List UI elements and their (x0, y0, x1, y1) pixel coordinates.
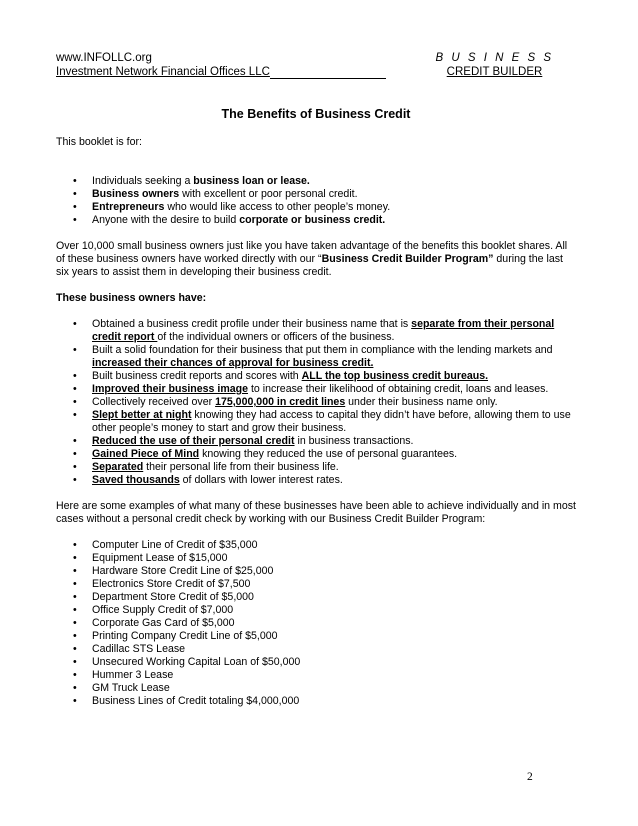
list-item (56, 435, 576, 448)
list-item (56, 396, 576, 409)
list-item (56, 344, 576, 370)
list-item (56, 370, 576, 383)
item-highlight: Slept better at night (92, 409, 192, 421)
page-number: 2 (527, 771, 533, 783)
list-item: • Equipment Lease of $15,000 (56, 552, 576, 565)
list-item: • Corporate Gas Card of $5,000 (56, 617, 576, 630)
intro-text: This booklet is for: (56, 136, 142, 148)
item-text: Individuals seeking a (92, 175, 194, 187)
item-bold: business loan or lease. (193, 175, 310, 187)
owners-list (56, 318, 576, 487)
page-header (56, 52, 576, 80)
item-highlight: 175,000,000 in credit lines (215, 396, 346, 408)
list-item: • Hummer 3 Lease (56, 669, 576, 682)
item-text: of the individual owners or officers of the business. (157, 331, 395, 343)
list-item: • Department Store Credit of $5,000 (56, 591, 576, 604)
item-text: who would like access to other people’s money. (164, 201, 391, 213)
list-item (56, 318, 576, 344)
item-text: Anyone with the desire to build (92, 214, 240, 226)
item-highlight: Gained Piece of Mind (92, 448, 200, 460)
item-text: under their business name only. (345, 396, 498, 408)
header-website: www.INFOLLC.org (56, 52, 152, 64)
list-item: • Hardware Store Credit Line of $25,000 (56, 565, 576, 578)
header-rule (270, 67, 386, 79)
item-text: knowing they had access to capital they didn’t have before, allowing them to use other people’s money to start and grow their business. (92, 409, 571, 434)
list-item (56, 188, 576, 201)
paragraph-examples: Here are some examples of what many of these businesses have been able to achieve individually and in most cases without a personal credit check by working with our Business Credit Builder Program: (56, 500, 576, 525)
header-right (413, 52, 576, 79)
list-item (56, 448, 576, 461)
list-item (56, 383, 576, 396)
item-text: with excellent or poor personal credit. (179, 188, 358, 200)
list-item: • Cadillac STS Lease (56, 643, 576, 656)
item-bold: Business owners (92, 188, 180, 200)
audience-list (56, 175, 576, 227)
list-item (56, 474, 576, 487)
owners-heading-text: These business owners have: (56, 292, 207, 304)
list-item: • Office Supply Credit of $7,000 (56, 604, 576, 617)
page-title: The Benefits of Business Credit (221, 107, 411, 121)
list-item (56, 201, 576, 214)
header-business: B U S I N E S S (435, 52, 554, 64)
item-highlight: Saved thousands (92, 474, 180, 486)
item-text: Obtained a business credit profile under their business name that is (92, 318, 412, 330)
item-text: Built business credit reports and scores with (92, 370, 302, 382)
list-item: • GM Truck Lease (56, 682, 576, 695)
item-bold: Entrepreneurs (92, 201, 165, 213)
list-item (56, 214, 576, 227)
item-text: their personal life from their business life. (143, 461, 339, 473)
item-highlight: Improved their business image (92, 383, 249, 395)
document-page (56, 52, 576, 708)
list-item: • Unsecured Working Capital Loan of $50,000 (56, 656, 576, 669)
item-text: in business transactions. (294, 435, 414, 447)
list-item: • Business Lines of Credit totaling $4,000,000 (56, 695, 576, 708)
list-item (56, 175, 576, 188)
item-text: of dollars with lower interest rates. (179, 474, 343, 486)
item-text: Collectively received over (92, 396, 216, 408)
header-left (56, 52, 386, 79)
program-name: Business Credit Builder Program” (321, 253, 494, 265)
item-text: to increase their likelihood of obtaining credit, loans and leases. (248, 383, 549, 395)
list-item: • Computer Line of Credit of $35,000 (56, 539, 576, 552)
item-highlight: Reduced the use of their personal credit (92, 435, 295, 447)
item-highlight: separate from their personal credit report (92, 318, 555, 343)
item-text: Built a solid foundation for their business that put them in compliance with the lending markets and (92, 344, 553, 356)
list-item (56, 409, 576, 435)
item-highlight: increased their chances of approval for business credit. (92, 357, 374, 369)
header-credit-builder: CREDIT BUILDER (446, 65, 543, 78)
list-item: • Electronics Store Credit of $7,500 (56, 578, 576, 591)
header-company: Investment Network Financial Offices LLC (56, 65, 270, 78)
item-bold: corporate or business credit. (239, 214, 386, 226)
paragraph-overview (56, 240, 576, 279)
item-highlight: Separated (92, 461, 144, 473)
owners-heading (56, 292, 576, 305)
item-highlight: ALL the top business credit bureaus. (301, 370, 489, 382)
examples-list (56, 539, 576, 708)
item-text: knowing they reduced the use of personal guarantees. (199, 448, 458, 460)
overview-text-end: during the last six years to assist them in developing their business credit. (56, 253, 563, 278)
list-item (56, 461, 576, 474)
list-item: • Printing Company Credit Line of $5,000 (56, 630, 576, 643)
overview-text: Over 10,000 small business owners just like you have taken advantage of the benefits this booklet shares. All of these business owners have worked directly with our “ (56, 240, 568, 265)
